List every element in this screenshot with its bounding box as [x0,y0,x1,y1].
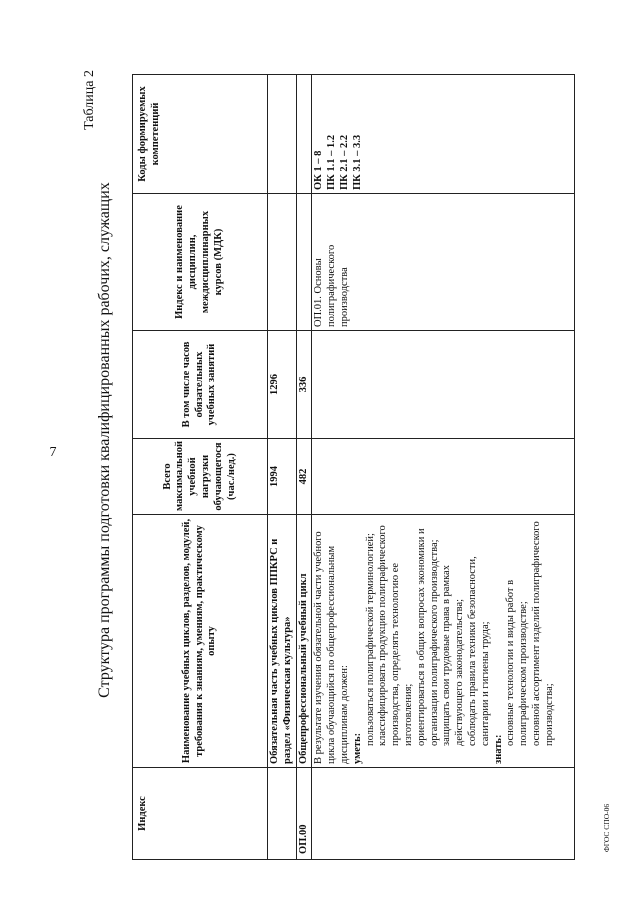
obligatory-discipline-cell [268,194,297,331]
content-total-cell [312,439,575,515]
header-name: Наименование учебных циклов, разделов, модулей, требования к знаниям, умениям, практическому опыту [133,515,268,768]
requirements-intro: В результате изучения обязательной части учебного цикла обучающийся по общепрофессиональным дисциплинам должен: [313,531,350,764]
skill-item: ориентироваться в общих вопросах экономики и организации полиграфического производства; [415,528,440,746]
page-title: Структура программы подготовки квалифицированных рабочих, служащих [96,182,113,698]
page-number: 7 [49,445,57,460]
code-item: ПК 1.1 – 1.2 [326,134,338,190]
obligatory-index-cell [268,768,297,860]
obligatory-mandatory: 1296 [268,331,297,439]
cycle-index: ОП.00 [296,768,312,860]
content-mandatory-cell [312,331,575,439]
header-row [133,75,268,860]
obligatory-label: Обязательная часть учебных циклов ППКРС и раздел «Физическая культура» [268,515,297,768]
cycle-total: 482 [296,439,312,515]
footer-mark: ФГОС СПО-06 [602,803,611,853]
header-mandatory: В том числе часов обязательных учебных занятий [133,331,268,439]
content-requirements [312,515,575,768]
code-item: ПК 2.1 – 2.2 [338,134,350,190]
content-codes [312,75,575,194]
knowledge-item: основной ассортимент изделий полиграфического производства; [530,521,555,746]
content-index-cell [312,768,575,860]
knowledge-label: знать: [492,734,504,764]
skill-item: защищать свои трудовые права в рамках действующего законодательства; [441,565,466,746]
header-index: Индекс [133,768,268,860]
row-content [312,75,575,860]
skill-item: пользоваться полиграфической терминологией; [364,533,376,746]
code-item: ПК 3.1 – 3.3 [351,134,363,190]
content-discipline: ОП.01. Основы полиграфического производства [312,194,575,331]
code-item: ОК 1 – 8 [313,150,325,190]
row-cycle [296,75,312,860]
obligatory-total: 1994 [268,439,297,515]
knowledge-item: основные технологии и виды работ в полиграфическом производстве; [505,579,530,746]
cycle-codes-cell [296,75,312,194]
skill-item: соблюдать правила техники безопасности, санитарии и гигиены труда; [466,556,491,746]
obligatory-codes-cell [268,75,297,194]
structure-table [132,74,575,860]
table-caption: Таблица 2 [82,70,97,130]
header-discipline: Индекс и наименование дисциплин, междисциплинарных курсов (МДК) [133,194,268,331]
header-codes: Коды формируемых компетенций [133,75,268,194]
cycle-discipline-cell [296,194,312,331]
skill-item: классифицировать продукцию полиграфического производства, определять технологию ее изготовления; [377,525,414,746]
cycle-label: Общепрофессиональный учебный цикл [296,515,312,768]
row-obligatory [268,75,297,860]
cycle-mandatory: 336 [296,331,312,439]
header-total: Всего максимальной учебной нагрузки обучающегося (час./нед.) [133,439,268,515]
skills-label: уметь: [351,732,363,764]
